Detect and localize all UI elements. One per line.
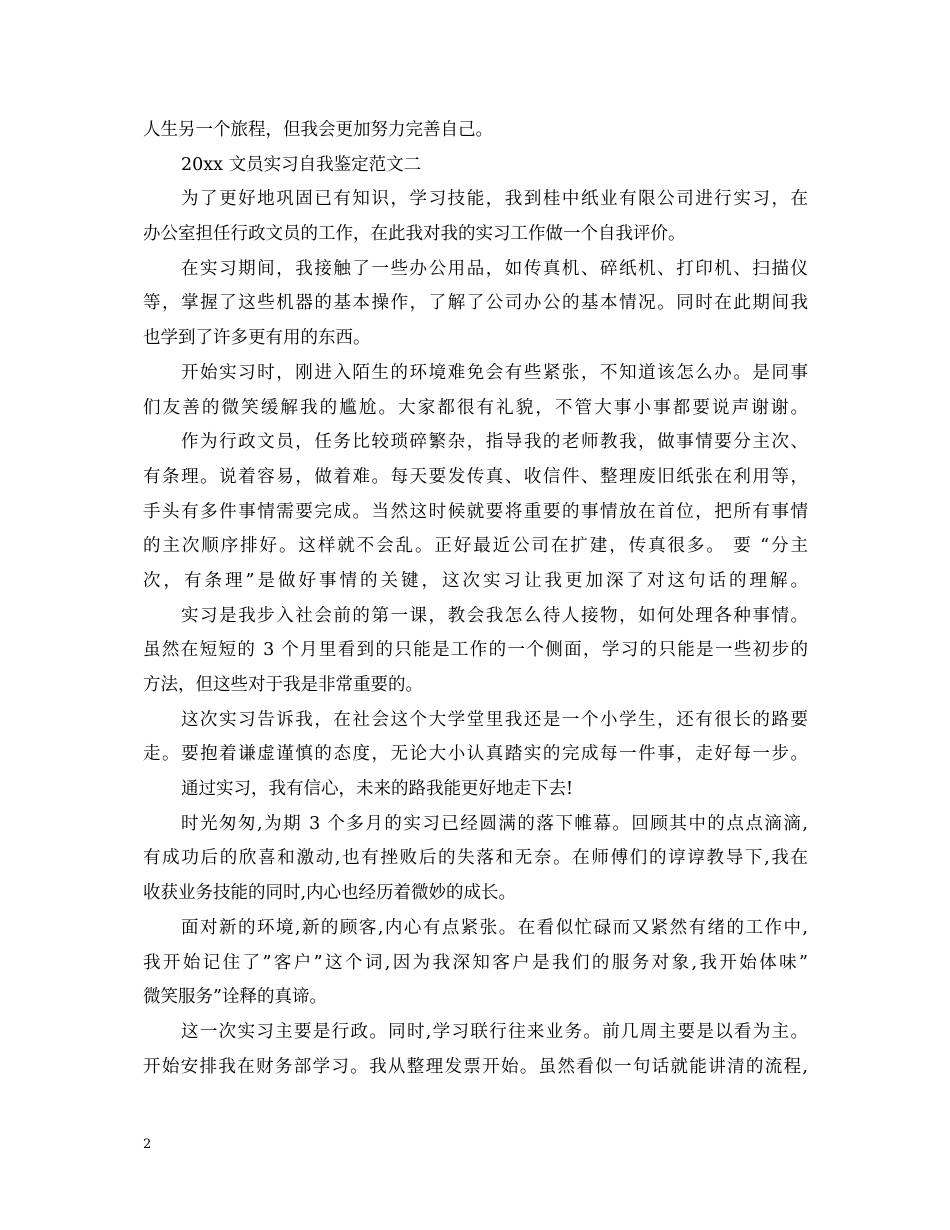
text-line: 实习是我步入社会前的第一课，教会我怎么待人接物，如何处理各种事情。 (181, 605, 808, 626)
text-line: 这一次实习主要是行政。同时,学习联行往来业务。前几周主要是以看为主。 (181, 1021, 808, 1042)
text-line: 虽然在短短的 3 个月里看到的只能是工作的一个侧面，学习的只能是一些初步的 (143, 640, 808, 661)
text-line: 时光匆匆,为期 3 个多月的实习已经圆满的落下帷幕。回顾其中的点点滴滴, (181, 813, 808, 834)
text-line: 收获业务技能的同时,内心也经历着微妙的成长。 (143, 883, 517, 904)
body-text (143, 113, 808, 1084)
text-line: 次，有条理”是做好事情的关键，这次实习让我更加深了对这句话的理解。 (143, 570, 808, 591)
page-number: 2 (143, 1137, 152, 1152)
text-line: 为了更好地巩固已有知识，学习技能，我到桂中纸业有限公司进行实习，在 (181, 189, 808, 210)
text-line: 开始实习时，刚进入陌生的环境难免会有些紧张，不知道该怎么办。是同事 (181, 362, 808, 383)
text-line: 方法，但这些对于我是非常重要的。 (143, 675, 423, 695)
text-line: 在实习期间，我接触了一些办公用品，如传真机、碎纸机、打印机、扫描仪 (181, 258, 808, 279)
text-line: 手头有多件事情需要完成。当然这时候就要将重要的事情放在首位，把所有事情 (143, 501, 808, 522)
text-line: 也学到了许多更有用的东西。 (143, 328, 371, 349)
text-line: 人生另一个旅程，但我会更加努力完善自己。 (143, 120, 493, 140)
text-line: 我开始记住了”客户”这个词,因为我深知客户是我们的服务对象,我开始体味” (143, 952, 808, 973)
text-line: 面对新的环境,新的顾客,内心有点紧张。在看似忙碌而又紧然有绪的工作中, (181, 917, 808, 938)
text-line: 有条理。说着容易，做着难。每天要发传真、收信件、整理废旧纸张在利用等， (143, 466, 808, 487)
text-line: 开始安排我在财务部学习。我从整理发票开始。虽然看似一句话就能讲清的流程, (143, 1056, 808, 1077)
text-line: 微笑服务”诠释的真谛。 (143, 987, 327, 1008)
text-line: 作为行政文员，任务比较琐碎繁杂，指导我的老师教我，做事情要分主次、 (181, 432, 808, 453)
text-line: 20xx 文员实习自我鉴定范文二 (181, 154, 422, 175)
text-line: 走。要抱着谦虚谨慎的态度，无论大小认真踏实的完成每一件事，走好每一步。 (143, 744, 808, 765)
text-line: 通过实习，我有信心，未来的路我能更好地走下去! (181, 779, 574, 800)
text-line: 的主次顺序排好。这样就不会乱。正好最近公司在扩建，传真很多。 要 “分主 (143, 536, 808, 557)
text-line: 们友善的微笑缓解我的尴尬。大家都很有礼貌，不管大事小事都要说声谢谢。 (143, 397, 808, 418)
text-line: 等，掌握了这些机器的基本操作，了解了公司办公的基本情况。同时在此期间我 (143, 293, 808, 314)
text-line: 这次实习告诉我，在社会这个大学堂里我还是一个小学生，还有很长的路要 (181, 709, 808, 730)
text-line: 办公室担任行政文员的工作，在此我对我的实习工作做一个自我评价。 (143, 224, 686, 245)
text-line: 有成功后的欣喜和激动,也有挫败后的失落和无奈。在师傅们的谆谆教导下,我在 (143, 848, 808, 869)
